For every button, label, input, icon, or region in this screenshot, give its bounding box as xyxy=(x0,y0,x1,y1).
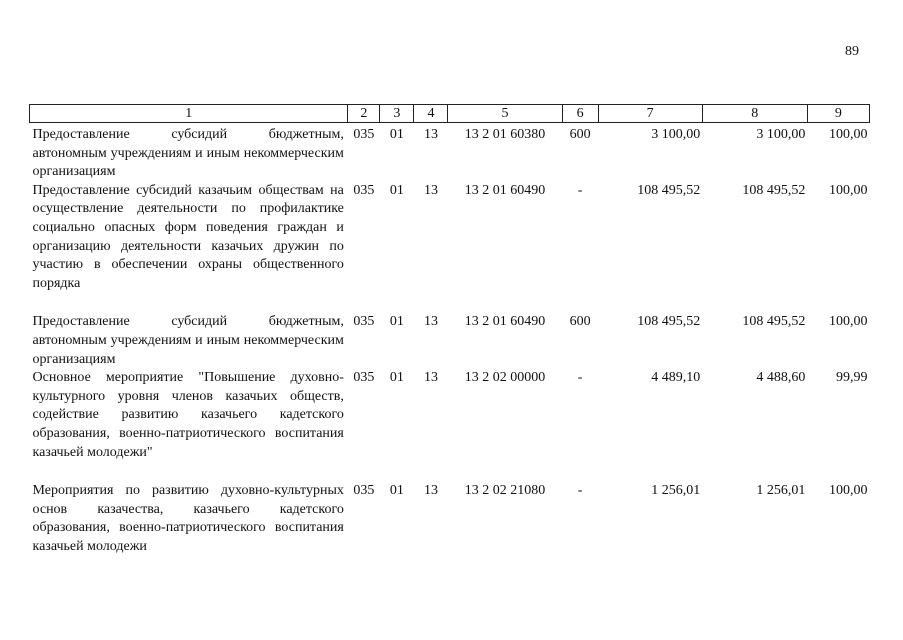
row-code-3: 01 xyxy=(389,314,404,330)
row-percent: 99,99 xyxy=(836,370,868,386)
row-code-5: 13 2 01 60490 xyxy=(464,182,546,198)
row-code-4: 13 xyxy=(423,314,438,330)
row-code-5: 13 2 02 21080 xyxy=(464,483,546,499)
row-code-4: 13 xyxy=(423,370,438,386)
header-col-4: 4 xyxy=(414,105,448,123)
table-row xyxy=(30,123,870,182)
row-amount-executed: 3 100,00 xyxy=(756,127,806,142)
header-col-9: 9 xyxy=(807,105,869,123)
header-col-6: 6 xyxy=(562,105,598,123)
table-row xyxy=(30,313,870,369)
row-code-5: 13 2 01 60490 xyxy=(464,314,546,330)
row-amount-executed: 108 495,52 xyxy=(742,314,806,330)
row-code-4: 13 xyxy=(423,483,438,499)
row-amount-planned: 3 100,00 xyxy=(651,127,701,142)
table-row xyxy=(30,369,870,482)
header-col-5: 5 xyxy=(448,105,562,123)
row-amount-planned: 4 489,10 xyxy=(651,370,701,386)
row-name: Предоставление субсидий бюджетным, автономным учреждениям и иным некоммерческим организациям xyxy=(32,127,344,180)
row-code-6: - xyxy=(577,370,583,386)
table-header-row xyxy=(30,105,870,123)
row-code-6: - xyxy=(577,483,583,499)
budget-table xyxy=(29,104,870,556)
row-code-5: 13 2 01 60380 xyxy=(464,127,546,142)
row-percent: 100,00 xyxy=(829,127,868,142)
page-number: 89 xyxy=(845,44,859,59)
row-amount-planned: 108 495,52 xyxy=(637,314,701,330)
row-amount-planned: 1 256,01 xyxy=(651,483,701,499)
row-code-2: 035 xyxy=(353,127,375,142)
row-name: Предоставление субсидий бюджетным, автономным учреждениям и иным некоммерческим организациям xyxy=(32,314,344,367)
header-col-3: 3 xyxy=(380,105,414,123)
row-name: Предоставление субсидий казачьим обществам на осуществление деятельности по профилактике социально опасных форм поведения граждан и организацию деятельности казачьих дружин по участию в обеспечении охраны общественного порядка xyxy=(32,182,344,291)
row-code-4: 13 xyxy=(423,182,438,198)
table-row xyxy=(30,482,870,556)
row-code-5: 13 2 02 00000 xyxy=(464,370,546,386)
row-code-2: 035 xyxy=(353,483,375,499)
row-name: Мероприятия по развитию духовно-культурных основ казачества, казачьего кадетского образования, военно-патриотического воспитания казачьей молодежи xyxy=(32,483,344,554)
row-code-3: 01 xyxy=(389,483,404,499)
row-amount-planned: 108 495,52 xyxy=(637,182,701,198)
row-code-6: - xyxy=(577,182,583,198)
row-code-2: 035 xyxy=(353,314,375,330)
row-amount-executed: 1 256,01 xyxy=(756,483,806,499)
row-code-2: 035 xyxy=(353,182,375,198)
row-amount-executed: 108 495,52 xyxy=(742,182,806,198)
header-col-1: 1 xyxy=(30,105,348,123)
row-amount-executed: 4 488,60 xyxy=(756,370,806,386)
row-code-6: 600 xyxy=(569,314,591,330)
header-col-7: 7 xyxy=(598,105,702,123)
row-code-3: 01 xyxy=(389,182,404,198)
header-col-2: 2 xyxy=(348,105,380,123)
row-code-6: 600 xyxy=(569,127,591,142)
table-row xyxy=(30,182,870,314)
row-code-3: 01 xyxy=(389,370,404,386)
row-code-2: 035 xyxy=(353,370,375,386)
row-name: Основное мероприятие "Повышение духовно-культурного уровня членов казачьих обществ, содействие развитию казачьего кадетского образования, военно-патриотического воспитания казачьей молодежи" xyxy=(32,370,344,460)
row-percent: 100,00 xyxy=(829,314,868,330)
row-percent: 100,00 xyxy=(829,483,868,499)
row-code-3: 01 xyxy=(389,127,404,142)
header-col-8: 8 xyxy=(702,105,807,123)
row-code-4: 13 xyxy=(423,127,438,142)
row-percent: 100,00 xyxy=(829,182,868,198)
